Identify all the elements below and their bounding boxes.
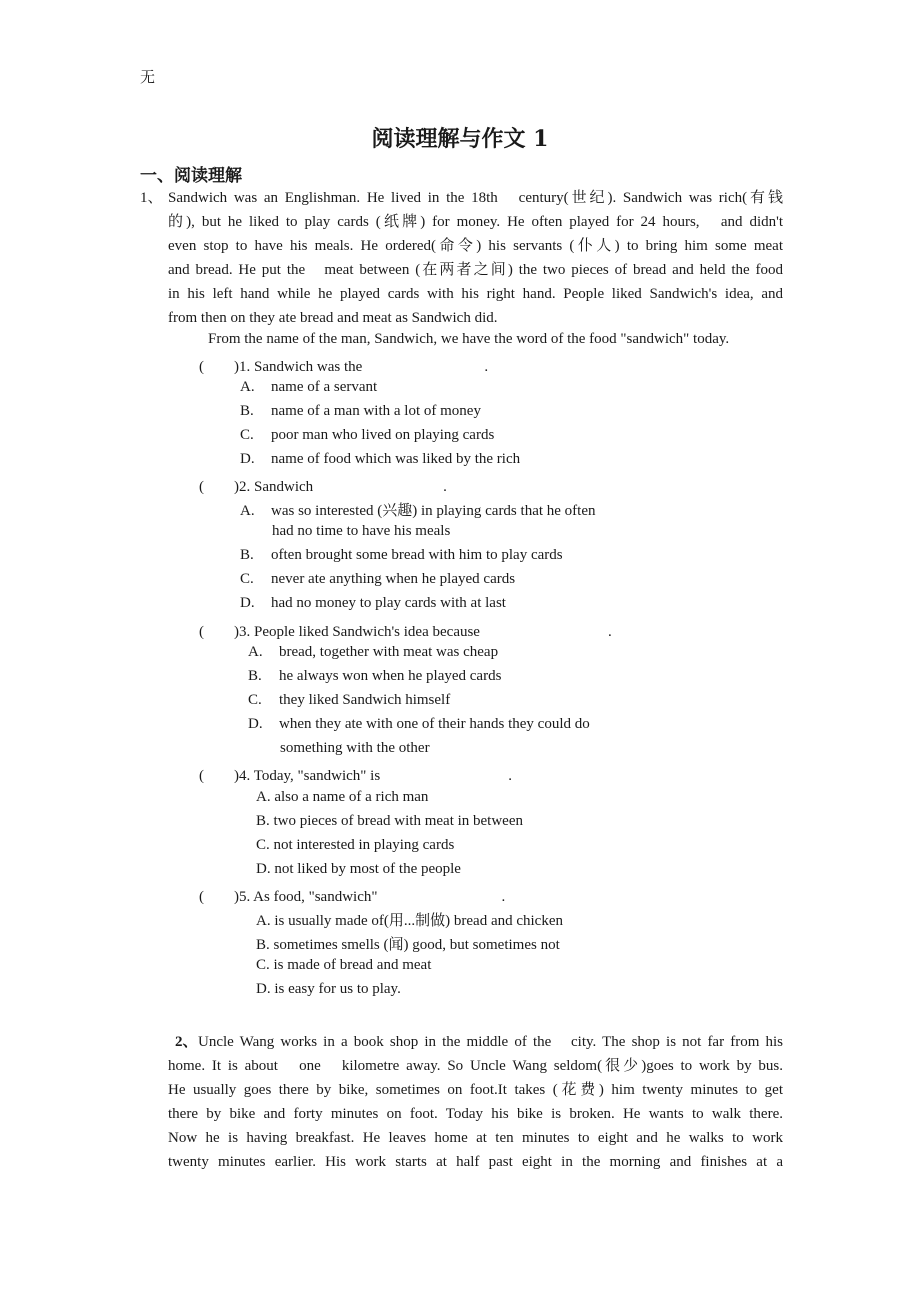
option bbox=[240, 403, 481, 420]
passage-line: 的), but he liked to play cards (纸牌) for money. He often played for 24 hours, and didn't bbox=[168, 214, 783, 231]
answer-paren: ( ) bbox=[199, 359, 239, 375]
answer-paren: ( ) bbox=[199, 768, 239, 784]
option bbox=[240, 427, 494, 444]
option-text: he always won when he played cards bbox=[279, 668, 502, 684]
option-letter: D. bbox=[240, 595, 255, 611]
option-letter: A. bbox=[248, 644, 263, 660]
passage-line: there by bike and forty minutes on foot. Today his bike is broken. He wants to walk there. bbox=[168, 1106, 783, 1123]
option bbox=[240, 451, 520, 468]
question-stem: 1. Sandwich was the bbox=[239, 359, 363, 375]
option-letter: B. bbox=[248, 668, 262, 684]
option: C. not interested in playing cards bbox=[256, 837, 455, 853]
answer-paren: ( ) bbox=[199, 624, 239, 640]
section-heading: 一、阅读理解 bbox=[140, 166, 242, 186]
passage-line: and bread. He put the meat between (在两者之间) the two pieces of bread and held the food bbox=[168, 262, 783, 279]
answer-paren: ( ) bbox=[199, 479, 239, 495]
question-4 bbox=[199, 764, 512, 785]
option-letter: C. bbox=[240, 571, 254, 587]
question-stem: 2. Sandwich bbox=[239, 479, 314, 495]
option-continuation: had no time to have his meals bbox=[272, 523, 451, 539]
option-text: never ate anything when he played cards bbox=[271, 571, 516, 587]
option: A. also a name of a rich man bbox=[256, 789, 429, 805]
passage-line: twenty minutes earlier. His work starts at half past eight in the morning and finishes at a bbox=[168, 1154, 783, 1171]
option-letter: C. bbox=[240, 427, 254, 443]
passage-line: Sandwich was an Englishman. He lived in the 18th century(世纪). Sandwich was rich(有钱 bbox=[168, 190, 783, 206]
question-end: . bbox=[443, 479, 447, 495]
option-letter: A. bbox=[240, 379, 255, 395]
question-end: . bbox=[484, 359, 489, 375]
option-letter: B. bbox=[240, 547, 254, 563]
option-letter: D. bbox=[240, 451, 255, 467]
passage-line: from then on they ate bread and meat as Sandwich did. bbox=[168, 310, 498, 327]
passage-line: in his left hand while he played cards with his right hand. People liked Sandwich's idea, and bbox=[168, 286, 783, 303]
question-end: . bbox=[607, 624, 612, 640]
option-text: bread, together with meat was cheap bbox=[279, 644, 499, 660]
option-letter: B. bbox=[240, 403, 254, 419]
question-5 bbox=[199, 885, 505, 906]
passage-line: He usually goes there by bike, sometimes on foot.It takes (花费) him twenty minutes to get bbox=[168, 1082, 783, 1099]
question-3 bbox=[199, 620, 612, 641]
option-letter: C. bbox=[248, 692, 262, 708]
passage-2 bbox=[168, 1030, 783, 1175]
passage-line: even stop to have his meals. He ordered(命令) his servants (仆人) to bring him some meat bbox=[168, 238, 783, 255]
option-letter: D. bbox=[248, 716, 263, 732]
question-2 bbox=[199, 475, 447, 496]
option-text: often brought some bread with him to play cards bbox=[271, 547, 563, 563]
option: A. is usually made of(用...制做) bread and chicken bbox=[256, 913, 563, 929]
page-title: 阅读理解与作文 1 bbox=[371, 126, 549, 152]
answer-paren: ( ) bbox=[199, 889, 239, 905]
option: B. two pieces of bread with meat in between bbox=[256, 813, 523, 829]
option bbox=[248, 716, 590, 733]
question-1 bbox=[199, 355, 488, 376]
option-text: they liked Sandwich himself bbox=[279, 692, 451, 708]
passage-1-closing: From the name of the man, Sandwich, we have the word of the food "sandwich" today. bbox=[208, 331, 730, 347]
question-stem: 5. As food, "sandwich" bbox=[239, 889, 378, 905]
option bbox=[240, 379, 377, 396]
option-continuation: something with the other bbox=[280, 740, 430, 756]
passage-line: Uncle Wang works in a book shop in the middle of the city. The shop is not far from his bbox=[198, 1034, 783, 1050]
header-mark: 无 bbox=[140, 70, 156, 86]
option-text: had no money to play cards with at last bbox=[271, 595, 506, 611]
passage-2-number: 2、 bbox=[175, 1034, 198, 1050]
option-text: was so interested (兴趣) in playing cards that he often bbox=[271, 503, 596, 519]
option-text: when they ate with one of their hands they could do bbox=[279, 716, 590, 732]
option bbox=[248, 668, 501, 685]
passage-line: home. It is about one kilometre away. So Uncle Wang seldom(很少)goes to work by bus. bbox=[168, 1058, 783, 1075]
option bbox=[248, 644, 498, 661]
option: D. is easy for us to play. bbox=[256, 981, 401, 997]
question-stem: 4. Today, "sandwich" is bbox=[239, 768, 381, 784]
option: C. is made of bread and meat bbox=[256, 957, 432, 973]
option bbox=[240, 499, 596, 520]
option: B. sometimes smells (闻) good, but sometimes not bbox=[256, 937, 560, 953]
option bbox=[240, 571, 515, 588]
option-text: poor man who lived on playing cards bbox=[271, 427, 495, 443]
option-text: name of a man with a lot of money bbox=[271, 403, 481, 419]
option: D. not liked by most of the people bbox=[256, 861, 461, 877]
passage-1 bbox=[168, 186, 783, 331]
passage-1-number: 1、 bbox=[140, 190, 163, 206]
option-text: name of food which was liked by the rich bbox=[271, 451, 521, 467]
question-end: . bbox=[508, 768, 512, 784]
option bbox=[240, 547, 563, 564]
passage-line: Now he is having breakfast. He leaves home at ten minutes to eight and he walks to work bbox=[168, 1130, 783, 1147]
option-text: name of a servant bbox=[271, 379, 378, 395]
option bbox=[240, 595, 506, 612]
option-letter: A. bbox=[240, 503, 255, 519]
question-end: . bbox=[501, 889, 506, 905]
question-stem: 3. People liked Sandwich's idea because bbox=[239, 624, 480, 640]
option bbox=[248, 692, 450, 709]
